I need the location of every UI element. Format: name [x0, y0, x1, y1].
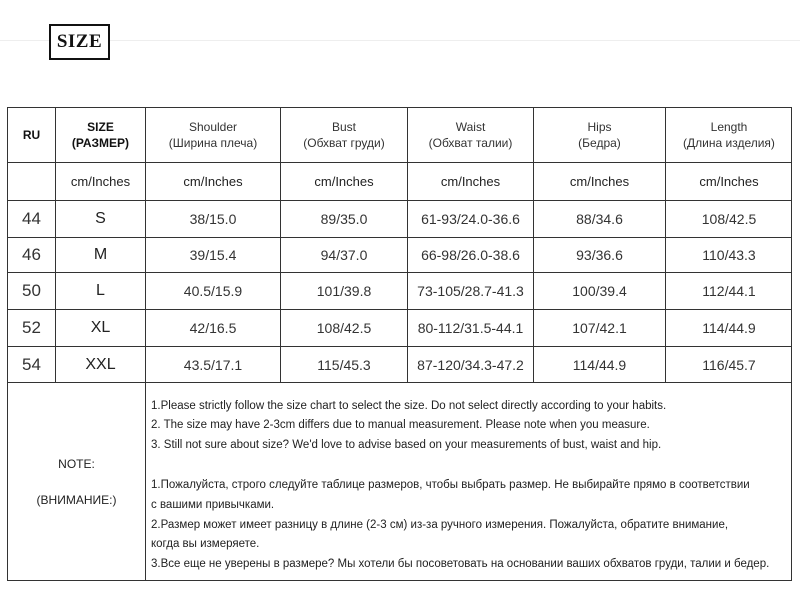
waist-cell	[408, 238, 533, 272]
hips-cell	[534, 273, 665, 309]
cell-value: 42/16.5	[189, 320, 237, 336]
length-cell	[666, 310, 792, 346]
note-label-ru: (ВНИМАНИЕ:)	[36, 493, 117, 507]
cell-value: S	[95, 210, 106, 227]
note-line-ru: когда вы измеряете.	[151, 538, 260, 550]
cell-value: 38/15.0	[189, 211, 237, 227]
shoulder-cell	[146, 310, 280, 346]
note-divider	[145, 383, 146, 580]
header-sublabel: (Обхват талии)	[428, 136, 513, 150]
size-label-cell	[56, 273, 145, 309]
unit-label: cm/Inches	[183, 174, 243, 189]
cell-value: 115/45.3	[317, 356, 371, 373]
cell-value: 100/39.4	[572, 283, 627, 299]
unit-cell	[8, 163, 55, 200]
ru-size-cell	[8, 238, 55, 272]
hips-cell	[534, 238, 665, 272]
waist-cell	[408, 273, 533, 309]
cell-value: 110/43.3	[702, 247, 756, 263]
cell-value: 94/37.0	[320, 247, 368, 263]
top-divider	[0, 40, 800, 41]
header-label: Shoulder	[188, 120, 238, 134]
cell-value: 87-120/34.3-47.2	[417, 356, 524, 373]
size-label-cell	[56, 347, 145, 382]
cell-value: 116/45.7	[702, 356, 756, 373]
note-line-en: 1.Please strictly follow the size chart to select the size. Do not select directly according to your habits.	[151, 400, 667, 412]
note-line-ru: с вашими привычками.	[151, 499, 275, 511]
unit-cell	[666, 163, 792, 200]
header-sublabel: (Бедра)	[578, 136, 621, 150]
cell-value: 108/42.5	[701, 211, 757, 227]
header-label: Waist	[455, 120, 486, 134]
length-cell	[666, 273, 792, 309]
header-label: RU	[22, 128, 41, 142]
note-line-ru: 2.Размер может имеет разницу в длине (2-3 см) из-за ручного измерения. Пожалуйста, обратите внимание,	[151, 519, 729, 531]
header-hips	[534, 108, 665, 162]
cell-value: 40.5/15.9	[183, 283, 243, 299]
cell-value: 88/34.6	[576, 211, 623, 227]
header-ru	[8, 108, 55, 162]
cell-value: 39/15.4	[189, 247, 237, 263]
cell-value: 52	[22, 318, 41, 337]
cell-value: 114/44.9	[702, 320, 756, 336]
header-size	[56, 108, 145, 162]
bust-cell	[281, 201, 407, 237]
ru-size-cell	[8, 310, 55, 346]
waist-cell	[408, 201, 533, 237]
cell-value: 80-112/31.5-44.1	[417, 320, 524, 336]
cell-value: M	[93, 246, 108, 263]
unit-label: cm/Inches	[314, 174, 374, 189]
header-sublabel: (РАЗМЕР)	[71, 136, 130, 150]
note-line-en: 2. The size may have 2-3cm differs due to manual measurement. Please note when you measure.	[151, 419, 650, 431]
cell-value: 46	[22, 245, 41, 264]
header-label: Hips	[587, 120, 612, 134]
header-bust	[281, 108, 407, 162]
header-sublabel: (Длина изделия)	[683, 136, 775, 150]
bust-cell	[281, 238, 407, 272]
cell-value: 73-105/28.7-41.3	[417, 283, 524, 299]
cell-value: 54	[22, 354, 41, 374]
cell-value: 108/42.5	[316, 320, 372, 336]
hips-cell	[534, 347, 665, 382]
cell-value: 89/35.0	[320, 211, 368, 227]
cell-value: L	[96, 282, 105, 299]
size-badge: SIZE	[49, 24, 110, 60]
cell-value: 107/42.1	[572, 320, 627, 336]
waist-cell	[408, 347, 533, 382]
header-sublabel: (Обхват груди)	[303, 136, 385, 150]
cell-value: XXL	[85, 355, 116, 373]
unit-label: cm/Inches	[440, 174, 501, 189]
header-label: Bust	[331, 120, 356, 134]
cell-value: 93/36.6	[576, 247, 623, 263]
cell-value: 61-93/24.0-36.6	[421, 211, 520, 227]
cell-value: XL	[90, 319, 111, 336]
cell-value: 44	[22, 209, 41, 228]
cell-value: 112/44.1	[702, 283, 756, 299]
unit-cell	[281, 163, 407, 200]
size-chart-table	[7, 107, 792, 581]
cell-value: 114/44.9	[572, 356, 627, 373]
bust-cell	[281, 347, 407, 382]
shoulder-cell	[146, 238, 280, 272]
shoulder-cell	[146, 201, 280, 237]
note-label: NOTE:	[58, 457, 95, 471]
ru-size-cell	[8, 201, 55, 237]
cell-value: 66-98/26.0-38.6	[421, 247, 520, 263]
header-waist	[408, 108, 533, 162]
shoulder-cell	[146, 347, 280, 382]
note-line-ru: 3.Все еще не уверены в размере? Мы хотели бы посоветовать на основании ваших обхватов груди, талии и бедер.	[151, 558, 770, 570]
bust-cell	[281, 310, 407, 346]
unit-label: cm/Inches	[699, 174, 759, 189]
unit-label: cm/Inches	[70, 174, 131, 189]
unit-label: cm/Inches	[569, 174, 630, 189]
unit-cell	[146, 163, 280, 200]
ru-size-cell	[8, 347, 55, 382]
length-cell	[666, 201, 792, 237]
hips-cell	[534, 201, 665, 237]
header-label: SIZE	[87, 120, 114, 134]
shoulder-cell	[146, 273, 280, 309]
cell-value: 43.5/17.1	[183, 356, 243, 373]
note-line-en: 3. Still not sure about size? We'd love to advise based on your measurements of bust, waist and hip.	[151, 439, 662, 451]
size-label-cell	[56, 201, 145, 237]
unit-cell	[534, 163, 665, 200]
header-shoulder	[146, 108, 280, 162]
unit-cell	[408, 163, 533, 200]
header-sublabel: (Ширина плеча)	[168, 136, 258, 150]
unit-cell	[56, 163, 145, 200]
size-label-cell	[56, 238, 145, 272]
waist-cell	[408, 310, 533, 346]
size-label-cell	[56, 310, 145, 346]
cell-value: 50	[22, 281, 41, 300]
note-line-ru: 1.Пожалуйста, строго следуйте таблице размеров, чтобы выбрать размер. Не выбирайте прямо в соответствии	[151, 479, 750, 491]
ru-size-cell	[8, 273, 55, 309]
bust-cell	[281, 273, 407, 309]
hips-cell	[534, 310, 665, 346]
length-cell	[666, 347, 792, 382]
header-label: Length	[710, 120, 748, 134]
note-label-cell	[8, 383, 145, 581]
header-length	[666, 108, 792, 162]
cell-value: 101/39.8	[316, 283, 372, 299]
length-cell	[666, 238, 792, 272]
